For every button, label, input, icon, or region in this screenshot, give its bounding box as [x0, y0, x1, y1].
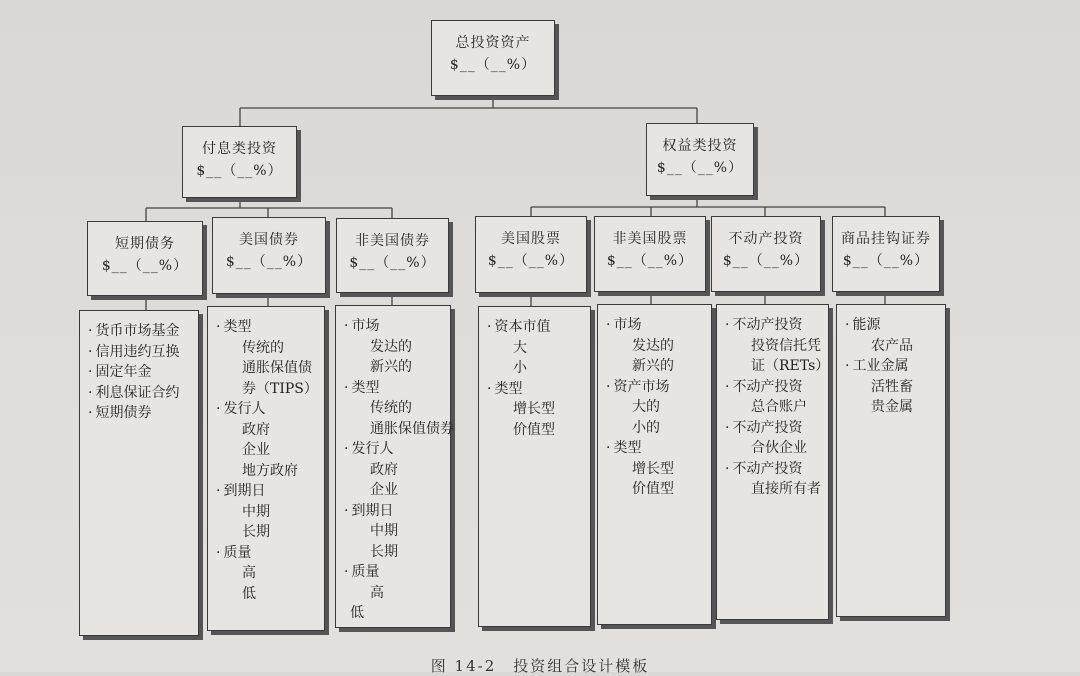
list-item: 大 — [513, 339, 527, 356]
fixed-income-amount: $__（__%） — [196, 162, 283, 179]
list-item: 高 — [370, 584, 384, 601]
us-stocks-list — [478, 306, 591, 627]
short-term-debt-title: 短期债务 — [115, 236, 175, 252]
list-item: 发达的 — [632, 337, 674, 354]
list-item: · 质量 — [344, 562, 446, 583]
equity-node — [646, 123, 754, 196]
non-us-stocks-list — [597, 304, 712, 625]
us-bonds-node — [212, 217, 326, 294]
us-bonds-amount: $__（__%） — [225, 253, 313, 270]
list-item: 大的 — [632, 399, 660, 415]
real-estate-node — [711, 216, 821, 292]
list-item: 企业 — [370, 482, 398, 498]
non-us-stocks-title: 非美国股票 — [612, 231, 688, 247]
list-item: · 发行人 — [344, 439, 446, 460]
list-item: 证（RETs） — [751, 358, 830, 374]
list-item: 小 — [513, 360, 527, 376]
list-item: 农产品 — [871, 337, 913, 354]
list-item: · 资本市值 — [487, 317, 586, 338]
list-item: · 利息保证合约 — [88, 383, 194, 404]
commodity-title: 商品挂钩证券 — [841, 231, 931, 247]
short-term-debt-amount: $__（__%） — [101, 257, 189, 274]
list-item: 中期 — [370, 523, 398, 539]
short-term-debt-list — [79, 310, 199, 636]
list-item: 通胀保值债券 — [370, 420, 454, 437]
us-stocks-node — [475, 216, 587, 293]
list-item: 总合账户 — [751, 399, 807, 415]
list-item: 发达的 — [370, 338, 412, 355]
list-item: · 市场 — [344, 316, 446, 337]
non-us-bonds-title: 非美国债券 — [355, 233, 430, 249]
list-item: · 类型 — [344, 378, 446, 399]
root-title: 总投资资产 — [455, 35, 531, 51]
us-bonds-title: 美国债券 — [239, 232, 299, 248]
list-item: 小的 — [632, 419, 660, 436]
list-item: 中期 — [242, 503, 270, 520]
real-estate-list — [716, 304, 829, 620]
list-item: 新兴的 — [370, 359, 412, 375]
equity-amount: $__（__%） — [656, 159, 744, 176]
list-item: 长期 — [242, 524, 270, 540]
short-term-debt-node — [87, 221, 203, 296]
list-item: · 不动产投资 — [725, 418, 824, 439]
list-item: 新兴的 — [632, 358, 674, 374]
list-item: 政府 — [370, 461, 398, 478]
root-amount: $__（__%） — [449, 56, 537, 73]
list-item: · 类型 — [606, 438, 707, 459]
list-item: · 市场 — [606, 315, 707, 336]
list-item: · 固定年金 — [88, 362, 194, 383]
list-item: 低 — [350, 605, 364, 621]
list-item: 直接所有者 — [751, 481, 821, 497]
list-item: 高 — [242, 565, 256, 581]
list-item: · 类型 — [487, 379, 586, 400]
list-item: · 工业金属 — [845, 356, 941, 377]
real-estate-title: 不动产投资 — [728, 231, 804, 247]
commodity-node — [832, 216, 940, 292]
list-item: · 货币市场基金 — [88, 321, 194, 342]
list-item: · 发行人 — [216, 399, 320, 420]
equity-title: 权益类投资 — [662, 138, 738, 154]
list-item: 企业 — [242, 442, 270, 458]
non-us-stocks-node — [594, 216, 706, 292]
list-item: 活牲畜 — [871, 378, 913, 395]
list-item: 投资信托凭 — [751, 337, 821, 354]
list-item: · 能源 — [845, 315, 941, 336]
list-item: · 信用违约互换 — [88, 342, 194, 363]
list-item: 地方政府 — [242, 462, 298, 479]
fixed-income-title: 付息类投资 — [202, 141, 277, 157]
non-us-stocks-amount: $__（__%） — [606, 252, 694, 269]
list-item: 合伙企业 — [751, 440, 807, 456]
us-stocks-title: 美国股票 — [501, 231, 561, 247]
list-item: · 不动产投资 — [725, 377, 824, 398]
list-item: · 资产市场 — [606, 377, 707, 398]
real-estate-amount: $__（__%） — [722, 252, 810, 269]
non-us-bonds-node — [336, 218, 449, 293]
list-item: · 不动产投资 — [725, 459, 824, 480]
list-item: 增长型 — [632, 460, 674, 477]
list-item: 政府 — [242, 421, 270, 438]
list-item: 价值型 — [632, 481, 674, 497]
list-item: · 不动产投资 — [725, 315, 824, 336]
list-item: · 类型 — [216, 317, 320, 338]
commodity-list — [836, 304, 946, 617]
us-stocks-amount: $__（__%） — [487, 252, 575, 269]
non-us-bonds-amount: $__（__%） — [349, 254, 436, 271]
fixed-income-node — [182, 126, 297, 198]
list-item: 传统的 — [370, 400, 412, 416]
list-item: 通胀保值债 — [242, 360, 312, 376]
list-item: 增长型 — [513, 401, 555, 417]
list-item: 价值型 — [513, 421, 555, 438]
commodity-amount: $__（__%） — [842, 252, 930, 269]
us-bonds-list — [207, 306, 325, 631]
figure-caption: 图 14-2 投资组合设计模板 — [430, 657, 650, 675]
list-item: 低 — [242, 585, 256, 602]
list-item: 券（TIPS） — [242, 380, 318, 397]
list-item: 贵金属 — [871, 399, 913, 415]
root-node — [431, 20, 555, 96]
list-item: · 质量 — [216, 543, 320, 564]
list-item: 长期 — [370, 543, 398, 560]
list-item: · 短期债券 — [88, 403, 194, 424]
list-item: 传统的 — [242, 339, 284, 356]
list-item: · 到期日 — [344, 501, 446, 522]
list-item: · 到期日 — [216, 481, 320, 502]
non-us-bonds-list — [335, 305, 454, 628]
